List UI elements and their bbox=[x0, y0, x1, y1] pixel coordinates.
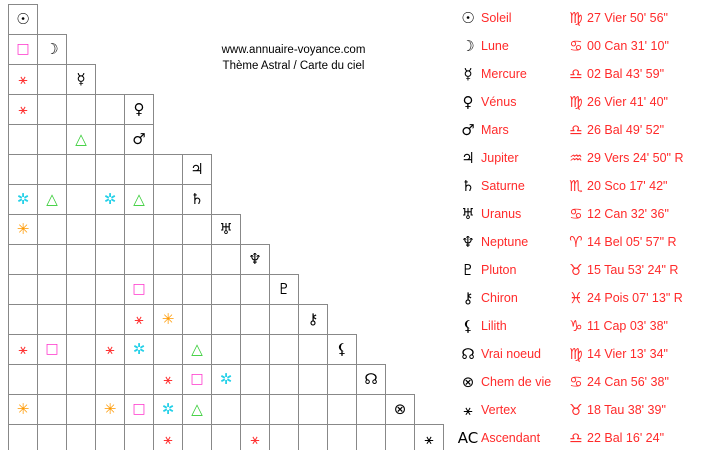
zodiac-sign-icon: ♏ bbox=[569, 177, 583, 195]
aspect-tr-icon: △ bbox=[191, 400, 203, 418]
list-item bbox=[455, 88, 703, 116]
aspect-cell-empty bbox=[38, 155, 67, 185]
aspect-cell-empty bbox=[38, 245, 67, 275]
aspect-cell-empty bbox=[183, 305, 212, 335]
aspect-cell-cj bbox=[96, 335, 125, 365]
aspect-cell-empty bbox=[241, 305, 270, 335]
aspect-cell-empty bbox=[9, 155, 38, 185]
aspect-cell-empty bbox=[212, 395, 241, 425]
table-row bbox=[9, 95, 531, 125]
body-name: Pluton bbox=[481, 263, 517, 277]
aspect-cell-empty bbox=[183, 275, 212, 305]
aspect-cell-sx bbox=[154, 395, 183, 425]
planet-glyph: ⚹ bbox=[424, 430, 434, 448]
list-item bbox=[455, 284, 703, 312]
list-item bbox=[455, 60, 703, 88]
body-glyph-icon: AC bbox=[457, 429, 479, 447]
body-glyph-icon: ⊗ bbox=[461, 373, 475, 391]
aspect-cell-empty bbox=[67, 335, 96, 365]
body-name: Chiron bbox=[481, 291, 518, 305]
zodiac-sign-icon: ♍ bbox=[569, 345, 583, 363]
aspect-cell-empty bbox=[9, 365, 38, 395]
chart-subtitle: Thème Astral / Carte du ciel bbox=[222, 60, 365, 72]
body-position: 24 Can 56' 38" bbox=[587, 375, 669, 389]
list-item bbox=[455, 256, 703, 284]
table-row bbox=[9, 425, 531, 450]
aspect-cell-empty bbox=[96, 95, 125, 125]
body-glyph-icon: ⚸ bbox=[462, 317, 474, 335]
aspect-cell-empty bbox=[67, 155, 96, 185]
grid-diagonal-cell bbox=[183, 155, 212, 185]
body-position: 27 Vier 50' 56" bbox=[587, 11, 668, 25]
aspect-cell-empty bbox=[96, 365, 125, 395]
aspect-cj-icon: ⚹ bbox=[163, 370, 173, 388]
list-item bbox=[455, 396, 703, 424]
aspect-tr-icon: △ bbox=[75, 130, 87, 148]
aspect-cell-cj bbox=[154, 425, 183, 450]
aspect-cj-icon: ⚹ bbox=[163, 430, 173, 448]
aspect-cell-empty bbox=[299, 425, 328, 450]
aspect-cell-empty bbox=[154, 185, 183, 215]
aspect-cell-tr bbox=[183, 395, 212, 425]
aspect-cell-cj bbox=[125, 305, 154, 335]
aspect-cell-empty bbox=[38, 305, 67, 335]
body-name: Mars bbox=[481, 123, 509, 137]
zodiac-sign-icon: ♒ bbox=[569, 149, 583, 167]
aspect-cell-empty bbox=[38, 65, 67, 95]
aspect-sx-icon: ✲ bbox=[161, 400, 175, 418]
body-name: Vénus bbox=[481, 95, 517, 109]
planet-glyph: ♀ bbox=[133, 100, 145, 118]
aspect-cell-tr bbox=[67, 125, 96, 155]
aspect-op-icon: ✳ bbox=[16, 220, 30, 238]
aspect-cell-sq bbox=[9, 35, 38, 65]
aspect-cell-empty bbox=[241, 275, 270, 305]
aspect-cell-cj bbox=[9, 95, 38, 125]
aspect-cj-icon: ⚹ bbox=[134, 310, 144, 328]
aspect-cell-empty bbox=[67, 365, 96, 395]
aspect-cell-empty bbox=[241, 335, 270, 365]
aspect-cell-empty bbox=[67, 185, 96, 215]
zodiac-sign-icon: ♈ bbox=[569, 233, 583, 251]
aspect-cell-empty bbox=[9, 305, 38, 335]
aspect-cell-empty bbox=[125, 215, 154, 245]
planet-glyph: ☿ bbox=[76, 70, 86, 88]
table-row bbox=[9, 245, 531, 275]
body-position: 18 Tau 38' 39" bbox=[587, 403, 666, 417]
body-name: Neptune bbox=[481, 235, 529, 249]
aspect-cell-empty bbox=[270, 395, 299, 425]
aspect-cell-empty bbox=[67, 275, 96, 305]
aspect-cell-empty bbox=[328, 425, 357, 450]
aspect-cell-tr bbox=[125, 185, 154, 215]
aspect-cell-empty bbox=[299, 395, 328, 425]
planet-glyph: ♇ bbox=[277, 280, 291, 298]
aspect-cell-empty bbox=[212, 245, 241, 275]
body-position: 24 Pois 07' 13" R bbox=[587, 291, 683, 305]
aspect-cell-empty bbox=[9, 425, 38, 450]
aspect-cell-empty bbox=[125, 425, 154, 450]
list-item bbox=[455, 200, 703, 228]
planet-glyph: ⊗ bbox=[393, 400, 407, 418]
aspect-cell-empty bbox=[299, 365, 328, 395]
aspect-cell-empty bbox=[183, 245, 212, 275]
aspect-cj-icon: ⚹ bbox=[250, 430, 260, 448]
aspect-sx-icon: ✲ bbox=[132, 340, 146, 358]
aspect-op-icon: ✳ bbox=[161, 310, 175, 328]
aspect-cell-tr bbox=[38, 185, 67, 215]
body-glyph-icon: ♀ bbox=[462, 93, 474, 111]
aspect-cell-empty bbox=[357, 395, 386, 425]
body-name: Lune bbox=[481, 39, 509, 53]
aspect-cell-empty bbox=[96, 245, 125, 275]
aspect-sq-icon: □ bbox=[16, 41, 30, 57]
zodiac-sign-icon: ♎ bbox=[569, 65, 583, 83]
list-item bbox=[455, 368, 703, 396]
planet-positions-panel bbox=[455, 4, 703, 450]
aspect-cell-op bbox=[9, 215, 38, 245]
zodiac-sign-icon: ♉ bbox=[569, 261, 583, 279]
zodiac-sign-icon: ♋ bbox=[569, 205, 583, 223]
aspect-cell-empty bbox=[67, 245, 96, 275]
zodiac-sign-icon: ♍ bbox=[569, 9, 583, 27]
table-row bbox=[9, 365, 531, 395]
body-name: Ascendant bbox=[481, 431, 541, 445]
body-position: 15 Tau 53' 24" R bbox=[587, 263, 679, 277]
aspect-cell-cj bbox=[241, 425, 270, 450]
planet-glyph: ☊ bbox=[364, 370, 378, 388]
aspect-cell-sq bbox=[125, 395, 154, 425]
aspect-cell-empty bbox=[241, 365, 270, 395]
planet-glyph: ♂ bbox=[132, 130, 146, 148]
aspect-cell-empty bbox=[38, 425, 67, 450]
body-glyph-icon: ♇ bbox=[461, 261, 475, 279]
list-item bbox=[455, 340, 703, 368]
body-glyph-icon: ⚷ bbox=[462, 289, 474, 307]
body-position: 26 Vier 41' 40" bbox=[587, 95, 668, 109]
aspect-cell-tr bbox=[183, 335, 212, 365]
aspect-cell-empty bbox=[9, 275, 38, 305]
aspect-cell-empty bbox=[328, 365, 357, 395]
aspect-cell-empty bbox=[125, 365, 154, 395]
aspect-cell-empty bbox=[96, 125, 125, 155]
aspect-op-icon: ✳ bbox=[103, 400, 117, 418]
aspect-cell-empty bbox=[212, 275, 241, 305]
planet-glyph: ⚸ bbox=[336, 340, 348, 358]
aspect-cell-empty bbox=[212, 335, 241, 365]
planet-glyph: ♅ bbox=[219, 220, 233, 238]
grid-diagonal-cell bbox=[183, 185, 212, 215]
body-name: Mercure bbox=[481, 67, 527, 81]
table-row bbox=[9, 305, 531, 335]
body-name: Lilith bbox=[481, 319, 507, 333]
aspect-cell-empty bbox=[38, 125, 67, 155]
aspect-tr-icon: △ bbox=[191, 340, 203, 358]
planet-positions-table bbox=[455, 4, 703, 450]
aspect-cell-empty bbox=[183, 425, 212, 450]
aspect-cell-empty bbox=[270, 425, 299, 450]
aspect-sq-icon: □ bbox=[132, 281, 146, 297]
aspect-tr-icon: △ bbox=[46, 190, 58, 208]
aspect-cell-empty bbox=[38, 395, 67, 425]
aspect-cell-empty bbox=[9, 125, 38, 155]
list-item bbox=[455, 424, 703, 450]
aspect-cell-cj bbox=[9, 65, 38, 95]
body-position: 11 Cap 03' 38" bbox=[587, 319, 668, 333]
aspect-cell-empty bbox=[125, 155, 154, 185]
table-row bbox=[9, 65, 531, 95]
body-position: 00 Can 31' 10" bbox=[587, 39, 669, 53]
zodiac-sign-icon: ♑ bbox=[569, 317, 583, 335]
grid-diagonal-cell bbox=[241, 245, 270, 275]
table-row bbox=[9, 215, 531, 245]
grid-diagonal-cell bbox=[299, 305, 328, 335]
aspect-cell-empty bbox=[96, 305, 125, 335]
list-item bbox=[455, 4, 703, 32]
aspect-grid bbox=[8, 4, 531, 450]
zodiac-sign-icon: ♉ bbox=[569, 401, 583, 419]
aspect-cell-empty bbox=[154, 215, 183, 245]
aspect-sx-icon: ✲ bbox=[103, 190, 117, 208]
table-row bbox=[9, 155, 531, 185]
body-name: Vrai noeud bbox=[481, 347, 541, 361]
aspect-cell-empty bbox=[67, 395, 96, 425]
table-row bbox=[9, 35, 531, 65]
grid-diagonal-cell bbox=[212, 215, 241, 245]
zodiac-sign-icon: ♍ bbox=[569, 93, 583, 111]
planet-glyph: ♄ bbox=[190, 190, 204, 208]
body-name: Saturne bbox=[481, 179, 525, 193]
aspect-sq-icon: □ bbox=[132, 401, 146, 417]
aspect-cell-empty bbox=[241, 395, 270, 425]
aspect-cell-empty bbox=[154, 275, 183, 305]
aspect-cell-op bbox=[9, 395, 38, 425]
aspect-cell-empty bbox=[38, 215, 67, 245]
aspect-sq-icon: □ bbox=[45, 341, 59, 357]
aspect-sq-icon: □ bbox=[190, 371, 204, 387]
zodiac-sign-icon: ♋ bbox=[569, 373, 583, 391]
list-item bbox=[455, 32, 703, 60]
table-row bbox=[9, 185, 531, 215]
aspect-cell-empty bbox=[67, 425, 96, 450]
body-glyph-icon: ⚹ bbox=[463, 401, 473, 419]
body-position: 29 Vers 24' 50" R bbox=[587, 151, 684, 165]
aspect-sx-icon: ✲ bbox=[16, 190, 30, 208]
table-row bbox=[9, 125, 531, 155]
aspect-grid-table bbox=[8, 4, 531, 450]
aspect-cell-empty bbox=[154, 155, 183, 185]
grid-diagonal-cell bbox=[38, 35, 67, 65]
body-glyph-icon: ☉ bbox=[461, 9, 475, 27]
aspect-cell-sq bbox=[183, 365, 212, 395]
zodiac-sign-icon: ♓ bbox=[569, 289, 583, 307]
grid-diagonal-cell bbox=[386, 395, 415, 425]
aspect-cell-sq bbox=[38, 335, 67, 365]
body-glyph-icon: ♆ bbox=[461, 233, 475, 251]
aspect-cell-cj bbox=[9, 335, 38, 365]
aspect-cell-empty bbox=[154, 335, 183, 365]
aspect-cell-op bbox=[96, 395, 125, 425]
aspect-cell-empty bbox=[38, 95, 67, 125]
body-position: 22 Bal 16' 24" bbox=[587, 431, 665, 445]
aspect-cell-empty bbox=[96, 425, 125, 450]
aspect-cell-empty bbox=[154, 245, 183, 275]
aspect-cell-empty bbox=[386, 425, 415, 450]
grid-diagonal-cell bbox=[415, 425, 444, 450]
planet-glyph: ⚷ bbox=[307, 310, 319, 328]
aspect-cell-empty bbox=[67, 215, 96, 245]
grid-diagonal-cell bbox=[67, 65, 96, 95]
aspect-cj-icon: ⚹ bbox=[18, 70, 28, 88]
body-position: 02 Bal 43' 59" bbox=[587, 67, 665, 81]
aspect-cell-empty bbox=[212, 305, 241, 335]
aspect-cell-empty bbox=[270, 365, 299, 395]
planet-glyph: ♃ bbox=[190, 160, 204, 178]
aspect-cell-op bbox=[154, 305, 183, 335]
aspect-cell-empty bbox=[328, 395, 357, 425]
body-name: Jupiter bbox=[481, 151, 519, 165]
list-item bbox=[455, 312, 703, 340]
zodiac-sign-icon: ♎ bbox=[569, 429, 583, 447]
list-item bbox=[455, 172, 703, 200]
planet-glyph: ♆ bbox=[248, 250, 262, 268]
body-glyph-icon: ♅ bbox=[461, 205, 475, 223]
aspect-cell-empty bbox=[38, 275, 67, 305]
aspect-cell-empty bbox=[299, 335, 328, 365]
list-item bbox=[455, 116, 703, 144]
table-row bbox=[9, 335, 531, 365]
aspect-cell-empty bbox=[270, 335, 299, 365]
grid-diagonal-cell bbox=[125, 125, 154, 155]
body-name: Vertex bbox=[481, 403, 517, 417]
aspect-cell-sx bbox=[125, 335, 154, 365]
aspect-cell-empty bbox=[38, 365, 67, 395]
aspect-cj-icon: ⚹ bbox=[18, 340, 28, 358]
aspect-cell-empty bbox=[9, 245, 38, 275]
body-name: Chem de vie bbox=[481, 375, 552, 389]
aspect-cj-icon: ⚹ bbox=[18, 100, 28, 118]
aspect-cell-empty bbox=[212, 425, 241, 450]
aspect-cell-sq bbox=[125, 275, 154, 305]
planet-glyph: ☉ bbox=[16, 10, 30, 28]
grid-diagonal-cell bbox=[125, 95, 154, 125]
zodiac-sign-icon: ♎ bbox=[569, 121, 583, 139]
aspect-cell-empty bbox=[67, 95, 96, 125]
aspect-cell-empty bbox=[357, 425, 386, 450]
site-url: www.annuaire-voyance.com bbox=[221, 44, 366, 56]
aspect-cell-empty bbox=[96, 155, 125, 185]
aspect-cell-empty bbox=[125, 245, 154, 275]
body-name: Soleil bbox=[481, 11, 512, 25]
body-position: 14 Vier 13' 34" bbox=[587, 347, 668, 361]
body-glyph-icon: ♄ bbox=[461, 177, 475, 195]
aspect-tr-icon: △ bbox=[133, 190, 145, 208]
body-glyph-icon: ♃ bbox=[461, 149, 475, 167]
grid-diagonal-cell bbox=[328, 335, 357, 365]
body-glyph-icon: ☊ bbox=[461, 345, 475, 363]
body-glyph-icon: ☿ bbox=[463, 65, 473, 83]
aspect-cell-empty bbox=[67, 305, 96, 335]
table-row bbox=[9, 395, 531, 425]
aspect-cell-sx bbox=[212, 365, 241, 395]
aspect-cell-empty bbox=[96, 215, 125, 245]
aspect-op-icon: ✳ bbox=[16, 400, 30, 418]
grid-diagonal-cell bbox=[270, 275, 299, 305]
aspect-sx-icon: ✲ bbox=[219, 370, 233, 388]
aspect-cj-icon: ⚹ bbox=[105, 340, 115, 358]
list-item bbox=[455, 144, 703, 172]
aspect-cell-sx bbox=[96, 185, 125, 215]
aspect-cell-sx bbox=[9, 185, 38, 215]
aspect-cell-empty bbox=[96, 275, 125, 305]
body-position: 26 Bal 49' 52" bbox=[587, 123, 665, 137]
body-glyph-icon: ♂ bbox=[461, 121, 475, 139]
body-glyph-icon: ☽ bbox=[461, 37, 475, 55]
body-name: Uranus bbox=[481, 207, 522, 221]
planet-glyph: ☽ bbox=[45, 40, 59, 58]
aspect-cell-empty bbox=[270, 305, 299, 335]
zodiac-sign-icon: ♋ bbox=[569, 37, 583, 55]
body-position: 20 Sco 17' 42" bbox=[587, 179, 668, 193]
body-position: 14 Bel 05' 57" R bbox=[587, 235, 677, 249]
aspect-cell-empty bbox=[183, 215, 212, 245]
grid-diagonal-cell bbox=[357, 365, 386, 395]
list-item bbox=[455, 228, 703, 256]
table-row bbox=[9, 275, 531, 305]
aspect-cell-cj bbox=[154, 365, 183, 395]
grid-diagonal-cell bbox=[9, 5, 38, 35]
body-position: 12 Can 32' 36" bbox=[587, 207, 669, 221]
